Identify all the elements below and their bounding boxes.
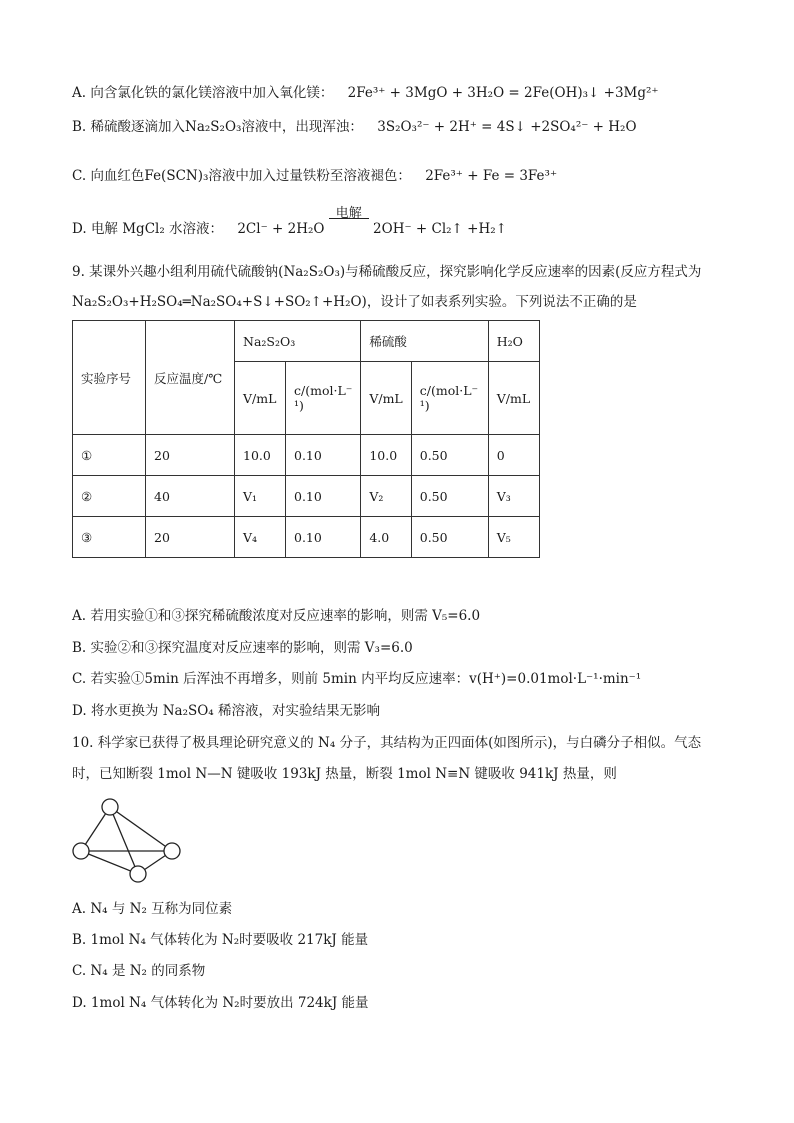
q8-d-equation-left: 2Cl⁻ + 2H₂O [237,221,325,237]
q8-b-text: 稀硫酸逐滴加入Na₂S₂O₃溶液中，出现浑浊： [90,119,363,135]
header-na2s2o3: Na₂S₂O₃ [235,321,361,362]
q8-d-condition-arrow [329,206,369,239]
q8-option-d [72,206,507,239]
q8-d-text: 电解 MgCl₂ 水溶液： [90,221,224,237]
atom-top [102,799,118,815]
header-experiment-no: 实验序号 [73,321,146,435]
cell: V₂ [361,476,411,517]
atom-bottom [130,866,146,882]
cell: 0.10 [286,435,361,476]
tetrahedron-bonds [81,807,172,874]
cell: 0.10 [286,476,361,517]
cell: ② [73,476,146,517]
cell: 40 [146,476,235,517]
cell: 10.0 [235,435,286,476]
atom-right [164,843,180,859]
subheader-volume-3: V/mL [488,362,539,435]
subheader-volume-2: V/mL [361,362,411,435]
q8-a-label: A. [72,85,87,101]
q10-stem-line2: 时，已知断裂 1mol N—N 键吸收 193kJ 热量，断裂 1mol N≡N 键吸收 941kJ 热量，则 [72,766,617,782]
subheader-conc-1: c/(mol·L⁻ ¹) [286,362,361,435]
q10-option-a: A. N₄ 与 N₂ 互称为同位素 [72,901,233,917]
cell: V₄ [235,517,286,558]
cell: V₅ [488,517,539,558]
q8-d-equation-right: 2OH⁻ + Cl₂↑ +H₂↑ [373,221,507,237]
q8-a-equation: 2Fe³⁺ + 3MgO + 3H₂O = 2Fe(OH)₃↓ +3Mg²⁺ [347,85,659,101]
q10-stem-line1: 10. 科学家已获得了极具理论研究意义的 N₄ 分子，其结构为正四面体(如图所示)，与白磷分子相似。气态 [72,735,702,751]
cell: ③ [73,517,146,558]
q8-b-label: B. [72,119,87,135]
q8-b-equation: 3S₂O₃²⁻ + 2H⁺ = 4S↓ +2SO₄²⁻ + H₂O [377,119,637,135]
q9-option-d: D. 将水更换为 Na₂SO₄ 稀溶液，对实验结果无影响 [72,703,381,719]
cell: 20 [146,435,235,476]
q8-option-a [72,83,659,103]
table-row [73,517,540,558]
q9-option-c: C. 若实验①5min 后浑浊不再增多，则前 5min 内平均反应速率：v(H⁺)=0.01mol·L⁻¹·min⁻¹ [72,671,642,687]
q8-c-equation: 2Fe³⁺ + Fe = 3Fe³⁺ [425,168,558,184]
cell: 4.0 [361,517,411,558]
q9-stem-line1: 9. 某课外兴趣小组利用硫代硫酸钠(Na₂S₂O₃)与稀硫酸反应，探究影响化学反应速率的因素(反应方程式为 [72,264,702,280]
cell: 10.0 [361,435,411,476]
table-header-row [73,321,540,362]
q9-option-b: B. 实验②和③探究温度对反应速率的影响，则需 V₃=6.0 [72,640,413,656]
q9-option-a: A. 若用实验①和③探究稀硫酸浓度对反应速率的影响，则需 V₅=6.0 [72,608,481,624]
q8-c-text: 向血红色Fe(SCN)₃溶液中加入过量铁粉至溶液褪色： [90,168,411,184]
cell: 0.50 [411,435,488,476]
header-temperature: 反应温度/℃ [146,321,235,435]
subheader-volume-1: V/mL [235,362,286,435]
q8-c-label: C. [72,168,87,184]
cell: 20 [146,517,235,558]
cell: V₃ [488,476,539,517]
header-water: H₂O [488,321,539,362]
q8-d-condition: 电解 [335,206,362,221]
q8-option-b [72,117,637,137]
cell: V₁ [235,476,286,517]
q10-option-b: B. 1mol N₄ 气体转化为 N₂时要吸收 217kJ 能量 [72,932,369,948]
cell: ① [73,435,146,476]
cell: 0.50 [411,476,488,517]
q8-d-label: D. [72,221,87,237]
q8-a-text: 向含氯化铁的氯化镁溶液中加入氧化镁： [90,85,334,101]
experiment-table [72,320,540,558]
header-sulfuric-acid: 稀硫酸 [361,321,488,362]
n4-tetrahedron-diagram [68,795,188,885]
cell: 0.50 [411,517,488,558]
table-row [73,435,540,476]
q10-option-d: D. 1mol N₄ 气体转化为 N₂时要放出 724kJ 能量 [72,995,369,1011]
q10-option-c: C. N₄ 是 N₂ 的同系物 [72,963,206,979]
q8-option-c [72,166,557,186]
q9-stem-line2: Na₂S₂O₃+H₂SO₄═Na₂SO₄+S↓+SO₂↑+H₂O)，设计了如表系列实验。下列说法不正确的是 [72,294,637,310]
table-row [73,476,540,517]
atom-left [73,843,89,859]
subheader-conc-2: c/(mol·L⁻ ¹) [411,362,488,435]
cell: 0 [488,435,539,476]
cell: 0.10 [286,517,361,558]
